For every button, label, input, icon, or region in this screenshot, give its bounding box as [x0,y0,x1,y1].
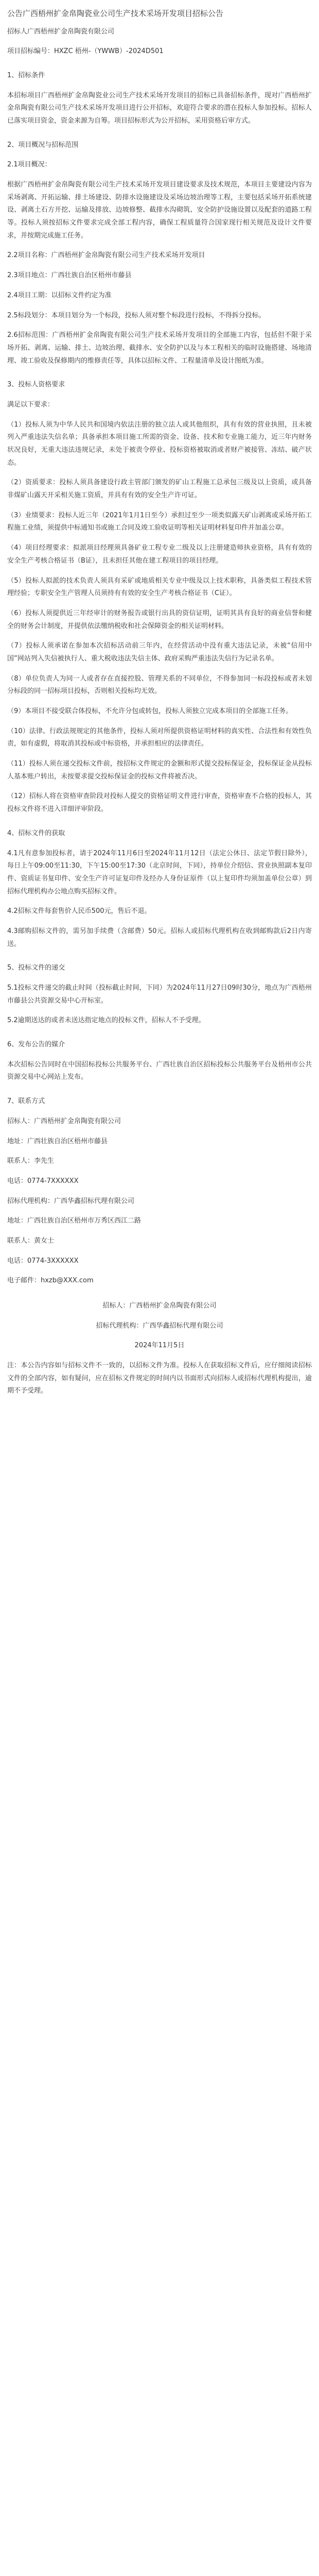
section-7-heading: 7、联系方式 [7,1097,45,1106]
section-1-body: 本招标项目广西梧州扩金帛陶瓷业公司生产技术采场开发项目的招标已具备招标条件，现对广西梧州扩金帛陶瓷有限公司生产技术采场开发项目进行公开招标，欢迎符合要求的潜在投标人参加投标。招标人已落实项目资金，资金来源为自筹。项目招标形式为公开招标，采用资格后审方式。 [7,91,312,125]
section-2-3: 2.3项目地点：广西壮族自治区梧州市藤县 [7,272,132,280]
section-5-2: 5.2逾期送达的或者未送达指定地点的投标文件，招标人不予受理。 [7,1016,205,1025]
sig-date: 2024年11月5日 [134,1342,185,1350]
contact-agency-person: 联系人：黄女士 [7,1236,55,1245]
section-4-2: 4.2招标文件每套售价人民币500元，售后不退。 [7,907,151,916]
section-1-heading: 1、招标条件 [7,71,45,79]
section-5-1: 5.1投标文件递交的截止时间（投标截止时间，下同）为2024年11月27日09时30分，地点为广西梧州市藤县公共资源交易中心开标室。 [7,984,312,1005]
section-3-intro: 满足以下要求： [7,400,55,409]
section-6-heading: 6、发布公告的媒介 [7,1041,65,1049]
contact-owner-person: 联系人：李先生 [7,1157,55,1165]
section-4-3: 4.3邮购招标文件的，需另加手续费（含邮费）50元。招标人或招标代理机构在收到邮购款后2日内寄送。 [7,927,312,948]
contact-agency-phone: 电话：0774-3XXXXXX [7,1257,79,1265]
section-2-4: 2.4项目工期：以招标文件约定为准 [7,291,112,299]
section-2-heading: 2、项目概况与招标范围 [7,141,79,149]
req-8: （8）单位负责人为同一人或者存在直接控股、管理关系的不同单位，不得参加同一标段投标或者未划分标段的同一招标项目投标，否则相关投标均无效。 [7,674,312,696]
section-2-5: 2.5标段划分：本项目划分为一个标段，投标人须对整个标段进行投标，不得拆分投标。 [7,311,265,319]
contact-email: 电子邮件：hxzb@XXX.com [7,1277,94,1285]
sig-owner: 招标人：广西梧州扩金帛陶瓷有限公司 [102,1302,217,1310]
intro-owner: 招标人广西梧州扩金帛陶瓷有限公司 [7,27,115,36]
section-5-heading: 5、投标文件的递交 [7,964,65,972]
req-12: （12）招标人将在资格审查阶段对投标人提交的资格证明文件进行审查，资格审查不合格的投标人，其投标文件将不进入详细评审阶段。 [7,792,312,814]
req-9: （9）本项目不接受联合体投标，不允许分包或转包，投标人须独立完成本项目的全部施工任务。 [7,707,293,715]
section-3-heading: 3、投标人资格要求 [7,381,65,389]
section-2-2: 2.2项目名称：广西梧州扩金帛陶瓷有限公司生产技术采场开发项目 [7,251,205,260]
req-5: （5）投标人拟派的技术负责人须具有采矿或地质相关专业中级及以上技术职称，具备类似工程技术管理经验；专职安全生产管理人员须持有有效的安全生产考核合格证书（C证）。 [7,577,312,598]
announcement-body [7,26,312,1398]
sig-agency: 招标代理机构：广西华鑫招标代理有限公司 [96,1321,223,1330]
section-6-body: 本次招标公告同时在中国招标投标公共服务平台、广西壮族自治区招标投标公共服务平台及梧州市公共资源交易中心网站上发布。 [7,1060,312,1081]
section-2-1: 2.1项目概况： [7,161,51,169]
contact-owner: 招标人：广西梧州扩金帛陶瓷有限公司 [7,1117,121,1125]
intro-agency: 项目招标编号：HXZC 梧州-（YWWB）-2024D501 [7,47,164,56]
contact-owner-address: 地址：广西壮族自治区梧州市藤县 [7,1137,108,1145]
contact-agency: 招标代理机构：广西华鑫招标代理有限公司 [7,1197,135,1205]
req-11: （11）投标人须在递交投标文件前，按招标文件规定的金额和形式提交投标保证金，投标保证金从投标人基本账户转出，未按要求提交投标保证金的投标文件将被否决。 [7,760,312,781]
section-4-1: 4.1凡有意参加投标者，请于2024年11月6日至2024年11月12日（法定公休日、法定节假日除外），每日上午09:00至11:30，下午15:00至17:30（北京时间，下同），持单位介绍信、营业执照副本复印件、资质证书复印件、安全生产许可证复印件及经办人身份证原件（以上复印件均须加盖单位公章）到招标代理机构办公地点购买招标文件。 [7,849,312,895]
req-4: （4）项目经理要求：拟派项目经理须具备矿业工程专业二级及以上注册建造师执业资格，具有有效的安全生产考核合格证书（B证），且未担任其他在建工程项目的项目经理。 [7,544,312,565]
page-title: 公告广西梧州扩金帛陶瓷业公司生产技术采场开发项目招标公告 [7,9,224,18]
req-6: （6）投标人须提供近三年经审计的财务报告或银行出具的资信证明，证明其具有良好的商业信誉和健全的财务会计制度，并提供依法缴纳税收和社会保障资金的相关证明材料。 [7,609,312,630]
req-7: （7）投标人须承诺在参加本次招标活动前三年内，在经营活动中没有重大违法记录，未被“信用中国”网站列入失信被执行人、重大税收违法失信主体、政府采购严重违法失信行为记录名单。 [7,642,312,663]
req-3: （3）业绩要求：投标人近三年（2021年1月1日至今）承担过至少一项类似露天矿山剥离或采场开拓工程施工业绩，须提供中标通知书或施工合同及竣工验收证明等相关证明材料复印件并加盖公章。 [7,511,312,532]
req-2: （2）资质要求：投标人须具备建设行政主管部门颁发的矿山工程施工总承包三级及以上资质，或具备非煤矿山露天开采相关施工资质，并具有有效的安全生产许可证。 [7,479,312,500]
note: 注：本公告内容如与招标文件不一致的，以招标文件为准。投标人在获取招标文件后，应仔细阅读招标文件的全部内容，如有疑问，应在招标文件规定的时间内以书面形式向招标人或招标代理机构提出，逾期不予受理。 [7,1362,312,1395]
req-10: （10）法律、行政法规规定的其他条件，投标人须对所提供资格证明材料的真实性、合法性和有效性负责，如有虚假，将取消其投标或中标资格，并承担相应的法律责任。 [7,727,312,748]
contact-owner-phone: 电话：0774-7XXXXXX [7,1177,79,1185]
section-2-1-body: 根据广西梧州扩金帛陶瓷有限公司生产技术采场开发项目建设要求及技术规范，本项目主要建设内容为采场剥离、开拓运输、排土场建设、防排水设施建设及采场边坡治理等工程，主要包括采场开拓系统建设、剥离土石方开挖、运输及排放、边坡修整、截排水沟砌筑、安全防护设施设置以及配套的道路工程等。投标人须按招标文件要求完成全部工程内容，确保工程质量符合国家现行相关规范及设计文件要求，并按期完成施工任务。 [7,181,312,240]
contact-agency-address: 地址：广西壮族自治区梧州市万秀区西江二路 [7,1217,141,1225]
section-4-heading: 4、招标文件的获取 [7,829,65,837]
section-2-6: 2.6招标范围：广西梧州扩金帛陶瓷有限公司生产技术采场开发项目的全部施工内容，包括但不限于采场开拓、剥离、运输、排土、边坡治理、截排水、安全防护以及与本工程相关的临时设施搭建、场地清理、竣工验收及保修期内的维修责任等，具体以招标文件、工程量清单及设计图纸为准。 [7,331,312,365]
req-1: （1）投标人须为中华人民共和国境内依法注册的独立法人或其他组织，具有有效的营业执照，且未被列入严重违法失信名单；具备承担本项目施工所需的资金、设备、技术和专业施工能力，近三年内财务状况良好，无重大违法违规记录，未处于被责令停业、投标资格被取消或者财产被接管、冻结、破产状态。 [7,420,312,467]
